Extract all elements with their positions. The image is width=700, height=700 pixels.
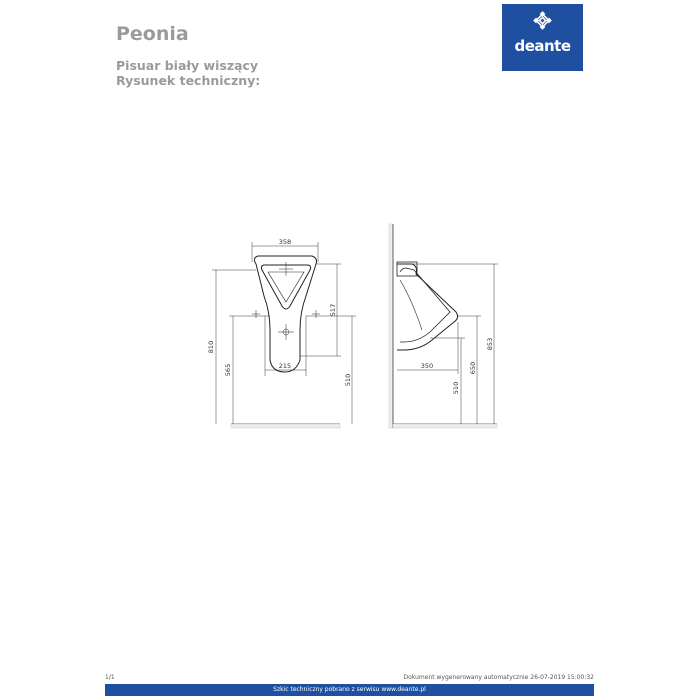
- front-view: [212, 242, 356, 428]
- dim-width-bottom: 215: [278, 362, 292, 370]
- page-number: 1/1: [105, 674, 115, 681]
- dim-side-height-inlet: 650: [469, 361, 477, 375]
- footer-bar: [105, 684, 594, 696]
- source-note: Szkic techniczny pobrano z serwisu www.deante.pl: [273, 686, 426, 693]
- generated-note: Dokument wygenerowany automatycznie 26-07-2019 15:00:32: [403, 674, 594, 681]
- dim-height-floor: 510: [344, 373, 352, 387]
- dim-side-height-top: 853: [486, 337, 494, 351]
- dim-height-total: 810: [207, 340, 215, 354]
- dim-depth: 350: [420, 362, 434, 370]
- dim-side-height-bottom: 510: [452, 381, 460, 395]
- dim-width-top: 358: [278, 238, 292, 246]
- dim-height-outlet: 565: [224, 363, 232, 377]
- dim-height-body: 517: [329, 303, 337, 317]
- subtitle-line-2: Rysunek techniczny:: [116, 73, 261, 88]
- side-view: [389, 224, 498, 428]
- subtitle-line-1: Pisuar biały wiszący: [116, 58, 259, 73]
- logo-text: deante: [514, 37, 571, 55]
- product-title: Peonia: [116, 23, 189, 45]
